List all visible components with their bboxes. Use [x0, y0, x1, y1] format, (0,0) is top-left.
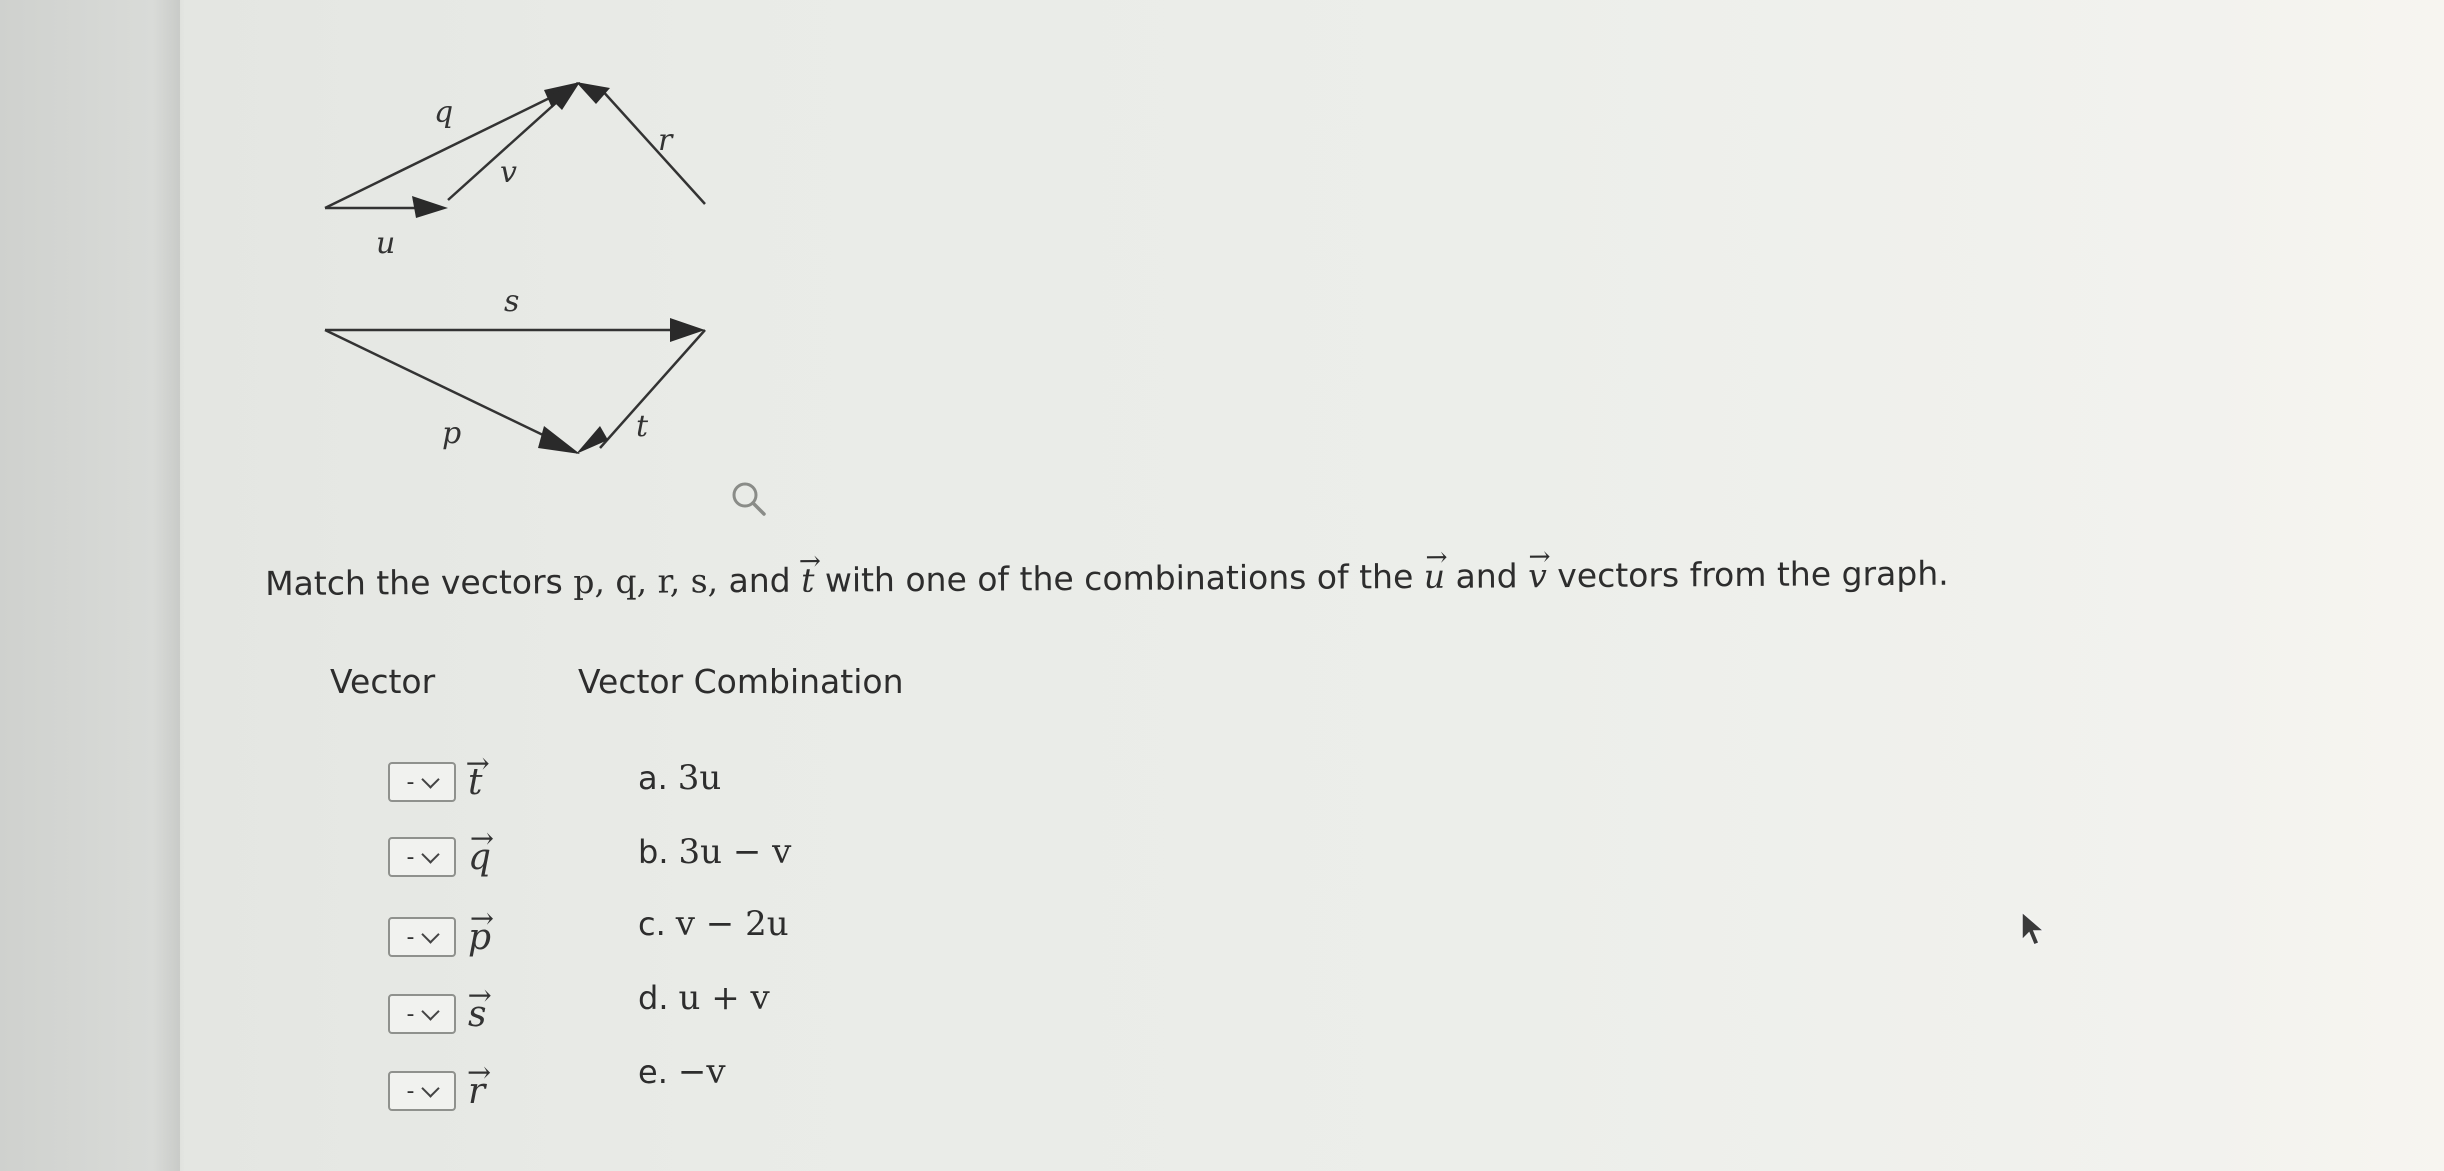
label-s: s — [504, 284, 520, 319]
prompt-vector-t: → t — [801, 561, 815, 600]
vector-r-line — [600, 88, 705, 204]
vector-diagram-svg — [300, 60, 740, 480]
vector-t-line — [600, 330, 705, 448]
prompt-text-middle: with one of the combinations of the — [814, 556, 1424, 600]
vector-r-head — [576, 82, 610, 104]
match-row-q — [388, 832, 491, 882]
match-row-r — [388, 1066, 485, 1116]
row-vector-label: → p — [468, 917, 491, 958]
question-prompt — [265, 554, 1949, 603]
magnifier-icon[interactable] — [728, 478, 770, 520]
chevron-down-icon — [422, 1002, 440, 1020]
option-letter: c. — [638, 905, 666, 943]
row-vector-label: → q — [468, 837, 491, 878]
option-d — [638, 978, 770, 1018]
column-header-combination: Vector Combination — [578, 662, 904, 701]
row-vector-label: → s — [468, 994, 486, 1035]
option-expression: 3u − v — [678, 832, 792, 872]
select-value: - — [406, 1078, 415, 1104]
prompt-and-2: and — [1444, 556, 1529, 596]
vector-s-head — [670, 318, 705, 342]
row-vector-label: → r — [468, 1071, 485, 1112]
option-letter: a. — [638, 759, 668, 797]
prompt-vector-list: p, q, r, s, — [573, 561, 719, 602]
option-b — [638, 832, 791, 872]
chevron-down-icon — [422, 925, 440, 943]
option-c — [638, 904, 789, 944]
column-header-vector: Vector — [330, 662, 436, 701]
option-letter: e. — [638, 1053, 668, 1091]
select-value: - — [406, 844, 415, 870]
mouse-pointer-icon — [2020, 910, 2050, 950]
vector-t-head — [576, 426, 608, 454]
option-expression: u + v — [678, 978, 770, 1018]
prompt-text-before: Match the vectors — [265, 562, 574, 603]
match-select-q[interactable] — [388, 837, 456, 877]
match-row-t — [388, 757, 482, 807]
select-value: - — [406, 769, 415, 795]
match-select-p[interactable] — [388, 917, 456, 957]
option-expression: v − 2u — [675, 904, 789, 944]
prompt-vector-u: → u — [1424, 557, 1446, 596]
option-e — [638, 1052, 726, 1092]
label-p: p — [442, 416, 462, 451]
option-a — [638, 758, 721, 798]
chevron-down-icon — [422, 1079, 440, 1097]
prompt-and: and — [717, 560, 802, 601]
match-row-p — [388, 912, 491, 962]
chevron-down-icon — [422, 770, 440, 788]
select-value: - — [406, 924, 415, 950]
option-expression: −v — [677, 1052, 726, 1092]
vector-p-head — [538, 426, 580, 454]
left-margin-strip — [0, 0, 180, 1171]
vector-diagram — [300, 60, 740, 480]
match-select-s[interactable] — [388, 994, 456, 1034]
option-letter: b. — [638, 833, 669, 871]
label-r: r — [658, 123, 673, 158]
match-select-t[interactable] — [388, 762, 456, 802]
chevron-down-icon — [422, 845, 440, 863]
vector-u-head — [412, 196, 448, 218]
row-vector-label: → t — [468, 762, 482, 803]
option-expression: 3u — [677, 758, 722, 798]
label-q: q — [434, 95, 454, 130]
label-u: u — [376, 226, 396, 261]
select-value: - — [406, 1001, 415, 1027]
match-select-r[interactable] — [388, 1071, 456, 1111]
prompt-vector-v: → v — [1528, 556, 1547, 595]
label-t: t — [636, 409, 649, 444]
option-letter: d. — [638, 979, 669, 1017]
prompt-text-after: vectors from the graph. — [1546, 553, 1949, 596]
label-v: v — [500, 155, 517, 190]
match-row-s — [388, 989, 486, 1039]
